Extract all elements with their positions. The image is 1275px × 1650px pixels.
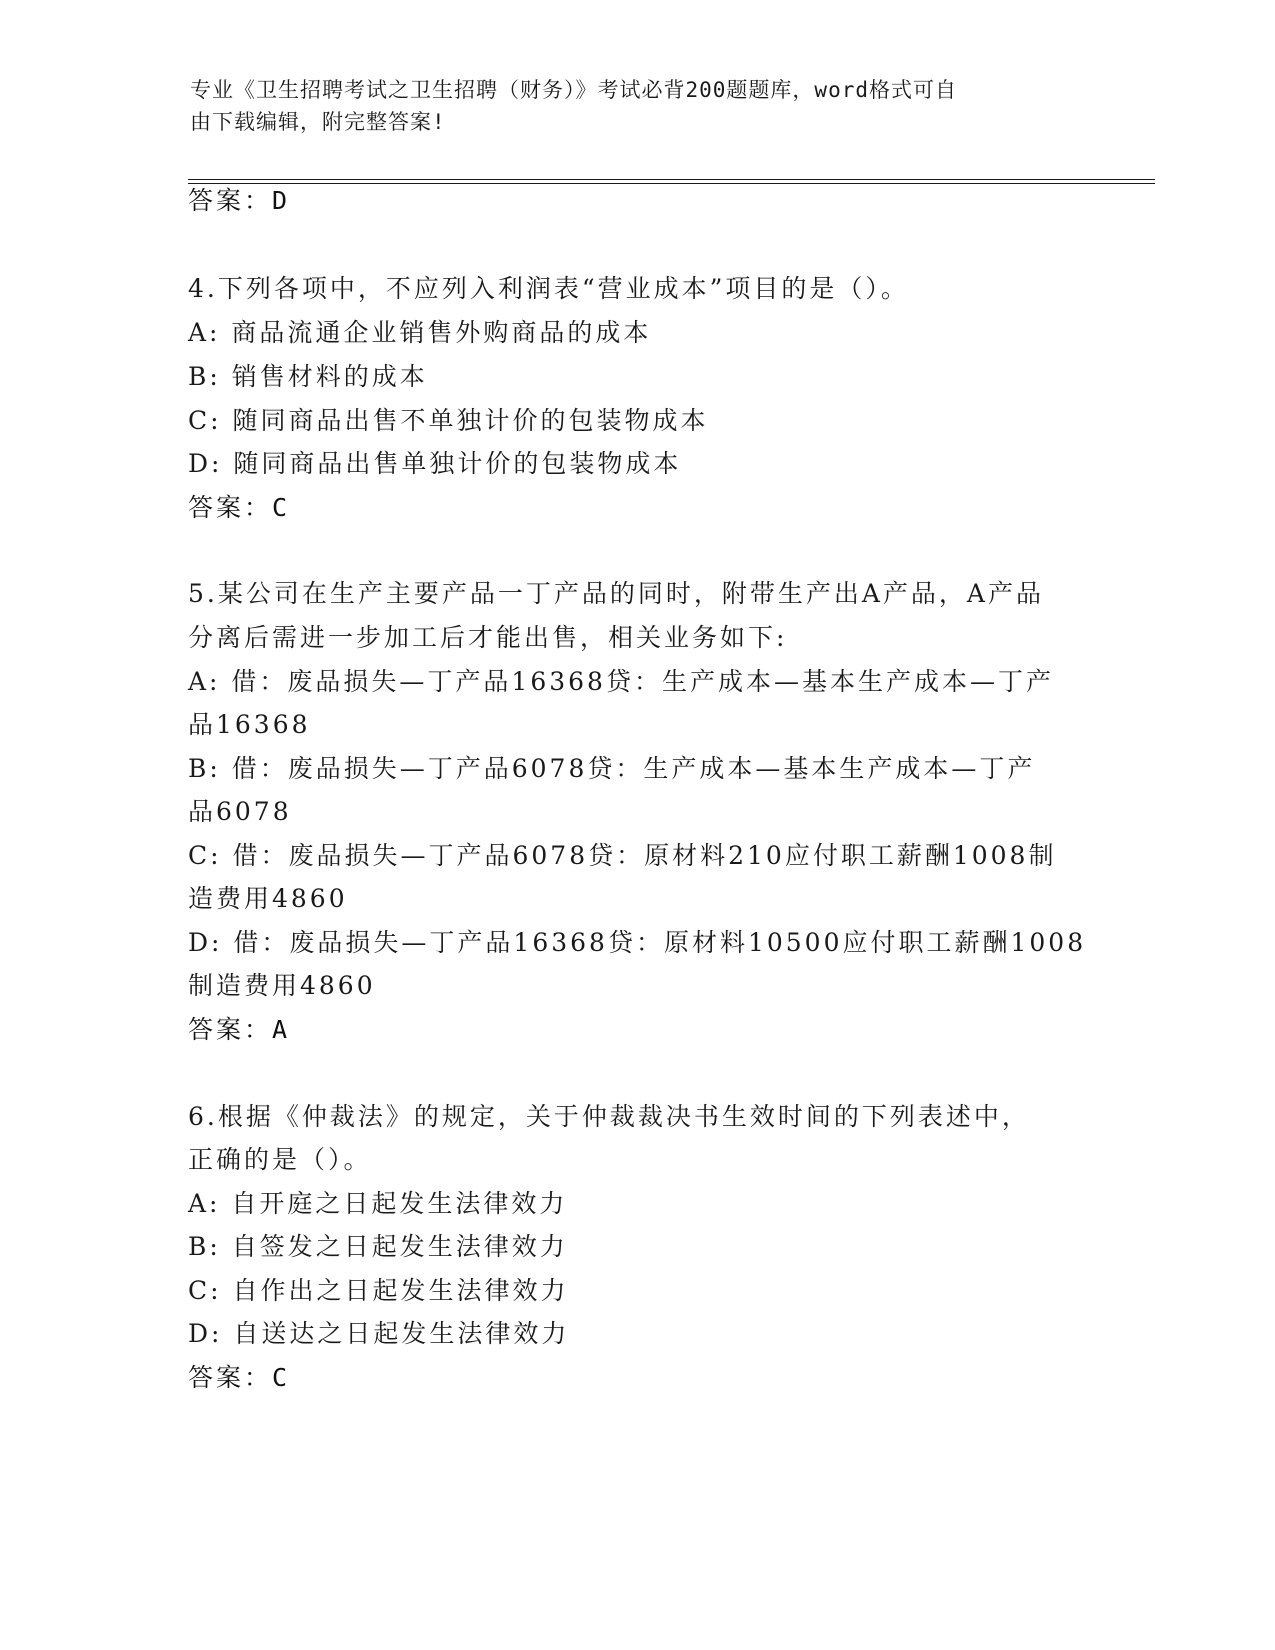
question-4-answer <box>188 493 290 523</box>
answer-value: A <box>272 1015 291 1044</box>
question-6-option-a: A: 自开庭之日起发生法律效力 <box>188 1189 568 1218</box>
question-5-option-c-line-2: 造费用4860 <box>188 884 348 913</box>
question-4-option-a: A: 商品流通企业销售外购商品的成本 <box>188 318 652 347</box>
question-6-option-b: B: 自签发之日起发生法律效力 <box>188 1232 568 1261</box>
answer-value: D <box>272 186 291 215</box>
question-5-option-c-line-1: C: 借：废品损失—丁产品6078贷：原材料210应付职工薪酬1008制 <box>188 841 1057 870</box>
answer-label: 答案： <box>188 1363 273 1392</box>
question-6-option-c: C: 自作出之日起发生法律效力 <box>188 1276 569 1305</box>
answer-label: 答案： <box>188 1015 273 1044</box>
question-5-option-a-line-1: A: 借：废品损失—丁产品16368贷：生产成本—基本生产成本—丁产 <box>188 667 1054 696</box>
question-5-stem-line-1: 5.某公司在生产主要产品一丁产品的同时，附带生产出A产品，A产品 <box>188 579 1044 608</box>
question-5-option-b-line-2: 品6078 <box>188 797 292 826</box>
question-5-option-d-line-1: D: 借：废品损失—丁产品16368贷：原材料10500应付职工薪酬1008 <box>188 928 1087 957</box>
question-6-stem-line-1: 6.根据《仲裁法》的规定，关于仲裁裁决书生效时间的下列表述中， <box>188 1102 1030 1131</box>
answer-label: 答案： <box>188 186 273 215</box>
question-5-answer <box>188 1015 290 1045</box>
question-5-option-b-line-1: B: 借：废品损失—丁产品6078贷：生产成本—基本生产成本—丁产 <box>188 754 1036 783</box>
answer-value: C <box>272 493 291 522</box>
question-4-option-c: C: 随同商品出售不单独计价的包装物成本 <box>188 406 709 435</box>
question-6-stem-line-2: 正确的是（）。 <box>188 1145 372 1174</box>
answer-label: 答案： <box>188 493 273 522</box>
document-header <box>190 74 1070 138</box>
question-4-option-b: B: 销售材料的成本 <box>188 362 428 391</box>
question-6-answer <box>188 1363 290 1393</box>
question-5-option-a-line-2: 品16368 <box>188 710 311 739</box>
question-5-stem-line-2: 分离后需进一步加工后才能出售，相关业务如下: <box>188 623 788 652</box>
header-divider-top <box>188 179 1155 180</box>
question-4-stem-line-1: 4.下列各项中，不应列入利润表“营业成本”项目的是（）。 <box>188 274 909 303</box>
header-line-1: 专业《卫生招聘考试之卫生招聘（财务）》考试必背200题题库，word格式可自 <box>190 78 957 102</box>
question-6-option-d: D: 自送达之日起发生法律效力 <box>188 1319 570 1348</box>
question-5-option-d-line-2: 制造费用4860 <box>188 971 376 1000</box>
header-line-2: 由下载编辑，附完整答案! <box>190 110 446 134</box>
header-divider-bottom <box>188 183 1155 184</box>
question-4-option-d: D: 随同商品出售单独计价的包装物成本 <box>188 449 682 478</box>
answer-line-prev <box>188 186 290 216</box>
answer-value: C <box>272 1363 291 1392</box>
